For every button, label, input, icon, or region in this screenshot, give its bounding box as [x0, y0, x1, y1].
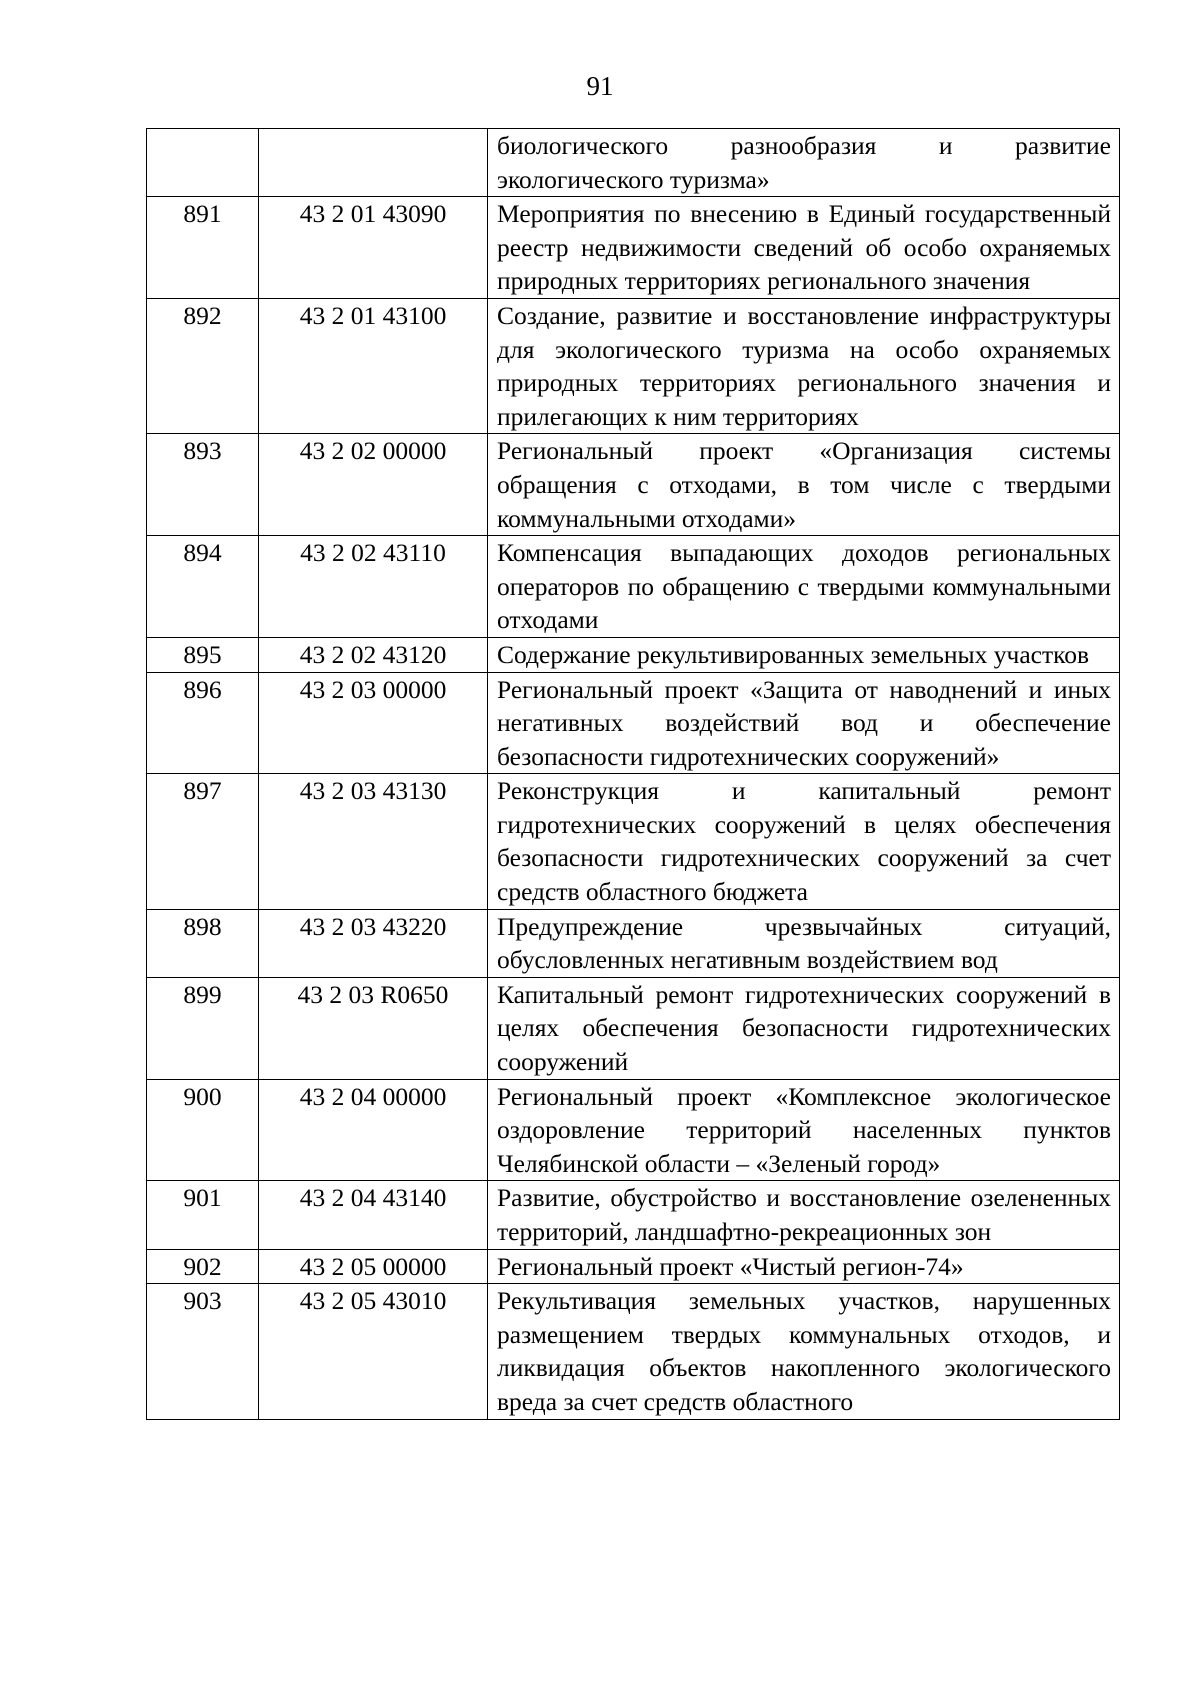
description-cell — [488, 197, 1120, 299]
description-cell — [488, 434, 1120, 536]
table-row — [147, 298, 1120, 433]
description-cell — [488, 1249, 1120, 1284]
row-number-cell: 899 — [147, 977, 259, 1079]
row-number-cell: 897 — [147, 774, 259, 909]
description-text: Капитальный ремонт гидротехнических сооружений в целях обеспечения безопасности гидротехнических сооружений — [497, 979, 1111, 1077]
description-text: биологического разнообразия и развитие экологического туризма» — [497, 131, 1111, 194]
description-cell — [488, 1284, 1120, 1419]
classification-code-cell — [259, 129, 488, 197]
table-body — [147, 129, 1120, 1420]
row-number-cell: 892 — [147, 298, 259, 433]
description-text: Предупреждение чрезвычайных ситуаций, обусловленных негативным воздействием вод — [497, 911, 1111, 975]
table-row — [147, 1249, 1120, 1284]
table-row — [147, 129, 1120, 197]
row-number-cell: 894 — [147, 536, 259, 638]
classification-code-cell: 43 2 05 00000 — [259, 1249, 488, 1284]
description-cell — [488, 977, 1120, 1079]
row-number-cell: 901 — [147, 1181, 259, 1249]
row-number-cell: 893 — [147, 434, 259, 536]
table-row — [147, 909, 1120, 977]
row-number-cell: 900 — [147, 1079, 259, 1181]
budget-classification-table — [146, 128, 1120, 1420]
row-number-cell: 895 — [147, 637, 259, 672]
description-text: Региональный проект «Чистый регион-74» — [497, 1251, 964, 1281]
row-number-cell: 891 — [147, 197, 259, 299]
classification-code-cell: 43 2 03 R0650 — [259, 977, 488, 1079]
row-number-cell — [147, 129, 259, 197]
classification-code-cell: 43 2 02 43120 — [259, 637, 488, 672]
table-row — [147, 774, 1120, 909]
description-text: Региональный проект «Организация системы обращения с отходами, в том числе с твердыми коммунальными отходами» — [497, 436, 1111, 533]
table-row — [147, 197, 1120, 299]
row-number-cell: 898 — [147, 909, 259, 977]
description-cell — [488, 298, 1120, 433]
description-text: Мероприятия по внесению в Единый государственный реестр недвижимости сведений об особо охраняемых природных территориях регионального значения — [497, 199, 1111, 296]
description-text: Региональный проект «Комплексное экологическое оздоровление территорий населенных пунктов Челябинской области – «Зеленый город» — [497, 1081, 1111, 1178]
classification-code-cell: 43 2 02 43110 — [259, 536, 488, 638]
description-cell — [488, 536, 1120, 638]
table-row — [147, 1284, 1120, 1419]
classification-code-cell: 43 2 01 43100 — [259, 298, 488, 433]
description-text: Развитие, обустройство и восстановление озелененных территорий, ландшафтно-рекреационных зон — [497, 1183, 1111, 1246]
description-text: Региональный проект «Защита от наводнений и иных негативных воздействий вод и обеспечение безопасности гидротехнических сооружений» — [497, 674, 1111, 771]
table-row — [147, 672, 1120, 774]
description-cell — [488, 672, 1120, 774]
row-number-cell: 896 — [147, 672, 259, 774]
description-text: Создание, развитие и восстановление инфраструктуры для экологического туризма на особо охраняемых природных территориях регионального значения и прилегающих к ним территориях — [497, 300, 1111, 431]
table-row — [147, 637, 1120, 672]
classification-code-cell: 43 2 03 00000 — [259, 672, 488, 774]
row-number-cell: 903 — [147, 1284, 259, 1419]
classification-code-cell: 43 2 04 43140 — [259, 1181, 488, 1249]
table-row — [147, 1181, 1120, 1249]
description-cell — [488, 637, 1120, 672]
table-row — [147, 434, 1120, 536]
description-cell — [488, 909, 1120, 977]
description-text: Компенсация выпадающих доходов региональных операторов по обращению с твердыми коммунальными отходами — [497, 538, 1111, 635]
classification-code-cell: 43 2 05 43010 — [259, 1284, 488, 1419]
classification-code-cell: 43 2 04 00000 — [259, 1079, 488, 1181]
description-text: Содержание рекультивированных земельных участков — [497, 639, 1089, 669]
classification-code-cell: 43 2 03 43220 — [259, 909, 488, 977]
description-cell — [488, 774, 1120, 909]
description-text: Реконструкция и капитальный ремонт гидротехнических сооружений в целях обеспечения безопасности гидротехнических сооружений за счет средств областного бюджета — [497, 776, 1111, 907]
classification-code-cell: 43 2 03 43130 — [259, 774, 488, 909]
table-row — [147, 536, 1120, 638]
row-number-cell: 902 — [147, 1249, 259, 1284]
description-cell — [488, 1079, 1120, 1181]
table-row — [147, 1079, 1120, 1181]
table-row — [147, 977, 1120, 1079]
page-number: 91 — [586, 71, 614, 101]
description-text: Рекультивация земельных участков, нарушенных размещением твердых коммунальных отходов, и ликвидация объектов накопленного экологического вреда за счет средств областного — [497, 1286, 1111, 1416]
description-cell — [488, 1181, 1120, 1249]
description-cell — [488, 129, 1120, 197]
classification-code-cell: 43 2 01 43090 — [259, 197, 488, 299]
classification-code-cell: 43 2 02 00000 — [259, 434, 488, 536]
